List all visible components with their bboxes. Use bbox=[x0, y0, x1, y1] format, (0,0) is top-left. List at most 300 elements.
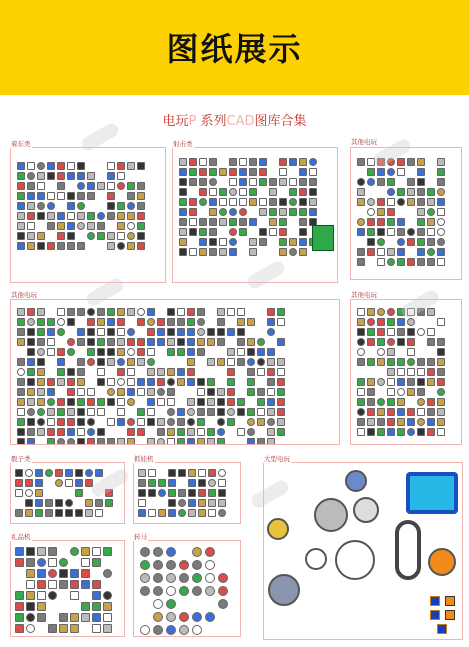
cad-symbol bbox=[87, 418, 95, 426]
cad-symbol bbox=[407, 198, 415, 206]
cad-symbol bbox=[55, 469, 63, 477]
cad-symbol bbox=[407, 418, 415, 426]
cad-symbol bbox=[17, 318, 25, 326]
cad-symbol bbox=[407, 238, 415, 246]
cad-symbol bbox=[117, 202, 125, 210]
cad-symbol bbox=[57, 222, 65, 230]
cad-symbol bbox=[35, 469, 43, 477]
cad-symbol bbox=[167, 408, 175, 416]
cad-symbol bbox=[387, 208, 395, 216]
cad-symbol bbox=[87, 388, 95, 396]
subtitle-cad: CAD bbox=[226, 114, 255, 129]
cad-symbol bbox=[427, 198, 435, 206]
cad-symbol bbox=[87, 328, 95, 336]
cad-symbol bbox=[267, 378, 275, 386]
cad-symbol bbox=[70, 569, 79, 578]
cad-symbol bbox=[289, 238, 297, 246]
cad-symbol bbox=[192, 560, 202, 570]
cad-symbol bbox=[397, 228, 405, 236]
cad-symbol bbox=[107, 212, 115, 220]
cad-symbol bbox=[117, 182, 125, 190]
cad-symbol bbox=[279, 228, 287, 236]
cad-symbol bbox=[267, 368, 275, 376]
cad-symbol bbox=[377, 198, 385, 206]
cad-symbol bbox=[188, 479, 196, 487]
cad-symbol bbox=[97, 368, 105, 376]
cad-symbol bbox=[387, 258, 395, 266]
cad-symbol bbox=[117, 212, 125, 220]
cad-symbol bbox=[67, 398, 75, 406]
cad-symbol bbox=[417, 328, 425, 336]
cad-symbol bbox=[377, 308, 385, 316]
cad-symbol bbox=[47, 192, 55, 200]
cad-symbol bbox=[15, 602, 24, 611]
cad-symbol bbox=[227, 368, 235, 376]
cad-symbol bbox=[427, 378, 435, 386]
cad-symbol bbox=[107, 202, 115, 210]
tile-5 bbox=[437, 624, 447, 634]
cad-symbol bbox=[92, 591, 101, 600]
cad-symbol bbox=[209, 228, 217, 236]
cad-symbol bbox=[357, 178, 365, 186]
cad-symbol bbox=[67, 222, 75, 230]
cad-symbol bbox=[37, 182, 45, 190]
cad-symbol bbox=[257, 388, 265, 396]
cad-symbol bbox=[77, 308, 85, 316]
cad-symbol bbox=[117, 368, 125, 376]
cad-symbol bbox=[138, 469, 146, 477]
header-banner bbox=[0, 0, 469, 95]
cad-symbol bbox=[137, 212, 145, 220]
cad-symbol bbox=[157, 368, 165, 376]
cad-symbol bbox=[387, 348, 395, 356]
panel-p4-grid bbox=[17, 308, 285, 445]
cad-symbol bbox=[189, 208, 197, 216]
wheel-figure bbox=[267, 518, 289, 540]
cad-symbol bbox=[377, 428, 385, 436]
cad-symbol bbox=[387, 408, 395, 416]
panel-p7-grid bbox=[138, 469, 226, 517]
cad-symbol bbox=[279, 168, 287, 176]
cad-symbol bbox=[127, 182, 135, 190]
cad-symbol bbox=[387, 398, 395, 406]
cad-symbol bbox=[407, 318, 415, 326]
cad-symbol bbox=[407, 338, 415, 346]
panel-p2-grid bbox=[179, 158, 317, 256]
cad-symbol bbox=[209, 198, 217, 206]
cad-symbol bbox=[189, 218, 197, 226]
cad-symbol bbox=[437, 378, 445, 386]
cad-symbol bbox=[65, 479, 73, 487]
cad-symbol bbox=[77, 378, 85, 386]
cad-symbol bbox=[117, 408, 125, 416]
subtitle-mid: 系列 bbox=[200, 114, 227, 129]
cad-symbol bbox=[367, 228, 375, 236]
cad-symbol bbox=[97, 348, 105, 356]
cad-symbol bbox=[309, 198, 317, 206]
cad-symbol bbox=[299, 238, 307, 246]
cad-symbol bbox=[97, 182, 105, 190]
cad-symbol bbox=[177, 418, 185, 426]
cad-symbol bbox=[279, 158, 287, 166]
cad-symbol bbox=[357, 158, 365, 166]
cad-symbol bbox=[17, 338, 25, 346]
cad-symbol bbox=[103, 624, 112, 633]
cad-symbol bbox=[299, 198, 307, 206]
cad-symbol bbox=[237, 398, 245, 406]
cad-symbol bbox=[137, 192, 145, 200]
cad-symbol bbox=[17, 242, 25, 250]
cad-symbol bbox=[59, 613, 68, 622]
cad-symbol bbox=[257, 358, 265, 366]
cad-symbol bbox=[397, 218, 405, 226]
cad-symbol bbox=[15, 591, 24, 600]
cad-symbol bbox=[87, 398, 95, 406]
cad-symbol bbox=[208, 499, 216, 507]
panel-p3-title: 其他电玩 bbox=[351, 138, 377, 146]
cad-symbol bbox=[437, 198, 445, 206]
cad-symbol bbox=[81, 569, 90, 578]
cad-symbol bbox=[247, 438, 255, 445]
cad-symbol bbox=[237, 318, 245, 326]
cad-symbol bbox=[67, 162, 75, 170]
cad-symbol bbox=[137, 232, 145, 240]
cad-symbol bbox=[417, 358, 425, 366]
cad-symbol bbox=[157, 318, 165, 326]
cad-symbol bbox=[179, 178, 187, 186]
cad-symbol bbox=[57, 378, 65, 386]
panel-p1-grid bbox=[17, 162, 145, 250]
cad-symbol bbox=[407, 388, 415, 396]
cad-symbol bbox=[153, 547, 163, 557]
cad-symbol bbox=[158, 509, 166, 517]
cad-symbol bbox=[269, 198, 277, 206]
cad-symbol bbox=[387, 188, 395, 196]
cad-symbol bbox=[377, 258, 385, 266]
cad-symbol bbox=[277, 378, 285, 386]
cad-symbol bbox=[229, 218, 237, 226]
cad-symbol bbox=[377, 418, 385, 426]
cad-symbol bbox=[25, 489, 33, 497]
cad-symbol bbox=[187, 428, 195, 436]
cad-symbol bbox=[397, 388, 405, 396]
cad-symbol bbox=[217, 338, 225, 346]
cad-symbol bbox=[27, 418, 35, 426]
cad-symbol bbox=[95, 499, 103, 507]
cad-symbol bbox=[299, 208, 307, 216]
cad-symbol bbox=[197, 338, 205, 346]
cad-symbol bbox=[57, 318, 65, 326]
cad-symbol bbox=[198, 489, 206, 497]
cad-symbol bbox=[37, 348, 45, 356]
cad-symbol bbox=[37, 232, 45, 240]
cad-symbol bbox=[138, 489, 146, 497]
cad-symbol bbox=[267, 438, 275, 445]
cad-symbol bbox=[247, 378, 255, 386]
cad-symbol bbox=[237, 328, 245, 336]
cad-symbol bbox=[357, 388, 365, 396]
cad-symbol bbox=[77, 368, 85, 376]
cad-symbol bbox=[437, 238, 445, 246]
cad-symbol bbox=[217, 318, 225, 326]
cad-symbol bbox=[205, 573, 215, 583]
cad-symbol bbox=[67, 418, 75, 426]
cad-symbol bbox=[257, 418, 265, 426]
cad-symbol bbox=[417, 208, 425, 216]
cad-symbol bbox=[75, 509, 83, 517]
cad-symbol bbox=[27, 338, 35, 346]
cad-symbol bbox=[15, 613, 24, 622]
panel-p10-grid bbox=[140, 547, 228, 635]
cad-symbol bbox=[229, 178, 237, 186]
cad-symbol bbox=[197, 318, 205, 326]
cad-symbol bbox=[117, 438, 125, 445]
cad-symbol bbox=[77, 222, 85, 230]
cad-symbol bbox=[407, 158, 415, 166]
cad-symbol bbox=[35, 509, 43, 517]
cad-symbol bbox=[127, 398, 135, 406]
cad-symbol bbox=[87, 172, 95, 180]
cad-symbol bbox=[188, 469, 196, 477]
cad-symbol bbox=[17, 172, 25, 180]
panel-p1-title: 着东类 bbox=[11, 140, 31, 148]
cad-symbol bbox=[427, 328, 435, 336]
cad-symbol bbox=[35, 489, 43, 497]
cad-symbol bbox=[397, 358, 405, 366]
cad-symbol bbox=[27, 162, 35, 170]
cad-symbol bbox=[47, 172, 55, 180]
cad-symbol bbox=[208, 489, 216, 497]
cad-symbol bbox=[97, 328, 105, 336]
cad-symbol bbox=[197, 388, 205, 396]
cad-symbol bbox=[367, 328, 375, 336]
race-track-figure bbox=[395, 520, 421, 580]
cad-symbol bbox=[197, 398, 205, 406]
cad-symbol bbox=[227, 418, 235, 426]
cad-symbol bbox=[357, 308, 365, 316]
cad-symbol bbox=[70, 591, 79, 600]
cad-symbol bbox=[17, 202, 25, 210]
cad-symbol bbox=[157, 378, 165, 386]
cad-symbol bbox=[249, 248, 257, 256]
cad-symbol bbox=[417, 388, 425, 396]
cad-symbol bbox=[17, 162, 25, 170]
cad-symbol bbox=[92, 580, 101, 589]
cad-symbol bbox=[77, 438, 85, 445]
cad-symbol bbox=[377, 398, 385, 406]
cad-symbol bbox=[177, 428, 185, 436]
cad-symbol bbox=[197, 438, 205, 445]
cad-symbol bbox=[269, 218, 277, 226]
cad-symbol bbox=[15, 509, 23, 517]
cad-symbol bbox=[117, 162, 125, 170]
cad-symbol bbox=[107, 192, 115, 200]
cad-symbol bbox=[237, 308, 245, 316]
cad-symbol bbox=[407, 188, 415, 196]
cad-symbol bbox=[207, 358, 215, 366]
cad-symbol bbox=[229, 248, 237, 256]
cad-symbol bbox=[192, 625, 202, 635]
cad-symbol bbox=[227, 328, 235, 336]
cad-symbol bbox=[229, 238, 237, 246]
cad-symbol bbox=[367, 238, 375, 246]
cad-symbol bbox=[259, 208, 267, 216]
cad-symbol bbox=[367, 308, 375, 316]
cad-symbol bbox=[197, 408, 205, 416]
cad-symbol bbox=[299, 218, 307, 226]
cad-symbol bbox=[197, 348, 205, 356]
cad-symbol bbox=[277, 318, 285, 326]
cad-symbol bbox=[187, 378, 195, 386]
cad-symbol bbox=[259, 178, 267, 186]
cad-symbol bbox=[48, 547, 57, 556]
cad-symbol bbox=[387, 198, 395, 206]
cad-symbol bbox=[209, 208, 217, 216]
cad-symbol bbox=[147, 378, 155, 386]
cad-symbol bbox=[167, 398, 175, 406]
cad-symbol bbox=[92, 558, 101, 567]
cad-symbol bbox=[117, 328, 125, 336]
cad-symbol bbox=[247, 418, 255, 426]
cad-symbol bbox=[45, 469, 53, 477]
cad-symbol bbox=[77, 388, 85, 396]
cad-symbol bbox=[209, 218, 217, 226]
cad-symbol bbox=[427, 218, 435, 226]
cad-symbol bbox=[77, 338, 85, 346]
cad-symbol bbox=[217, 328, 225, 336]
cad-symbol bbox=[157, 418, 165, 426]
subtitle-p: P bbox=[188, 114, 197, 129]
cad-symbol bbox=[167, 428, 175, 436]
cad-symbol bbox=[299, 188, 307, 196]
cad-symbol bbox=[127, 162, 135, 170]
cad-symbol bbox=[427, 428, 435, 436]
cad-symbol bbox=[167, 318, 175, 326]
cad-symbol bbox=[97, 398, 105, 406]
cad-symbol bbox=[47, 318, 55, 326]
cad-symbol bbox=[17, 182, 25, 190]
cad-symbol bbox=[367, 358, 375, 366]
cad-symbol bbox=[137, 428, 145, 436]
cad-symbol bbox=[367, 398, 375, 406]
cad-symbol bbox=[187, 328, 195, 336]
cad-symbol bbox=[188, 509, 196, 517]
cad-symbol bbox=[117, 378, 125, 386]
cad-symbol bbox=[427, 248, 435, 256]
cad-symbol bbox=[103, 591, 112, 600]
cad-symbol bbox=[27, 358, 35, 366]
cad-symbol bbox=[127, 348, 135, 356]
cad-symbol bbox=[166, 586, 176, 596]
cad-symbol bbox=[357, 328, 365, 336]
cad-symbol bbox=[77, 328, 85, 336]
cad-symbol bbox=[367, 218, 375, 226]
cad-symbol bbox=[249, 218, 257, 226]
cad-symbol bbox=[249, 198, 257, 206]
cad-symbol bbox=[27, 378, 35, 386]
cad-symbol bbox=[178, 499, 186, 507]
cad-symbol bbox=[26, 602, 35, 611]
cad-symbol bbox=[57, 418, 65, 426]
cad-symbol bbox=[397, 418, 405, 426]
cad-symbol bbox=[229, 158, 237, 166]
cad-symbol bbox=[27, 308, 35, 316]
cad-symbol bbox=[87, 408, 95, 416]
cad-symbol bbox=[229, 208, 237, 216]
cad-symbol bbox=[417, 398, 425, 406]
cad-symbol bbox=[427, 398, 435, 406]
cad-symbol bbox=[207, 388, 215, 396]
cad-symbol bbox=[387, 248, 395, 256]
cad-symbol bbox=[77, 202, 85, 210]
cad-symbol bbox=[157, 328, 165, 336]
green-mat-figure bbox=[312, 225, 334, 251]
cad-symbol bbox=[26, 624, 35, 633]
cad-symbol bbox=[239, 208, 247, 216]
cad-symbol bbox=[75, 469, 83, 477]
cad-symbol bbox=[57, 308, 65, 316]
cad-symbol bbox=[15, 469, 23, 477]
cad-symbol bbox=[417, 218, 425, 226]
cad-symbol bbox=[267, 408, 275, 416]
cad-symbol bbox=[437, 408, 445, 416]
cad-symbol bbox=[67, 232, 75, 240]
cad-symbol bbox=[437, 318, 445, 326]
cad-symbol bbox=[177, 318, 185, 326]
cad-symbol bbox=[25, 499, 33, 507]
panel-p9-grid bbox=[15, 547, 112, 633]
cad-symbol bbox=[427, 408, 435, 416]
cad-symbol bbox=[239, 178, 247, 186]
cad-symbol bbox=[47, 398, 55, 406]
panel-p6-title: 骰子类 bbox=[11, 455, 31, 463]
panel-p8-title: 大型电玩 bbox=[264, 455, 290, 463]
cad-symbol bbox=[37, 328, 45, 336]
cad-symbol bbox=[257, 368, 265, 376]
cad-symbol bbox=[208, 479, 216, 487]
round-table-figure bbox=[345, 470, 367, 492]
cad-symbol bbox=[147, 438, 155, 445]
cad-symbol bbox=[37, 242, 45, 250]
cad-symbol bbox=[217, 388, 225, 396]
cad-symbol bbox=[107, 388, 115, 396]
cad-symbol bbox=[177, 438, 185, 445]
cad-symbol bbox=[437, 228, 445, 236]
cad-symbol bbox=[148, 469, 156, 477]
cad-symbol bbox=[179, 198, 187, 206]
cad-symbol bbox=[59, 580, 68, 589]
cad-symbol bbox=[279, 208, 287, 216]
cad-symbol bbox=[279, 238, 287, 246]
cad-symbol bbox=[137, 242, 145, 250]
cad-symbol bbox=[217, 358, 225, 366]
cad-symbol bbox=[247, 368, 255, 376]
cad-symbol bbox=[67, 428, 75, 436]
cad-symbol bbox=[187, 318, 195, 326]
cad-symbol bbox=[199, 178, 207, 186]
cad-symbol bbox=[47, 162, 55, 170]
cad-symbol bbox=[26, 591, 35, 600]
cad-symbol bbox=[168, 499, 176, 507]
cad-symbol bbox=[77, 358, 85, 366]
cad-symbol bbox=[148, 489, 156, 497]
cad-symbol bbox=[247, 338, 255, 346]
cad-symbol bbox=[279, 248, 287, 256]
cad-symbol bbox=[257, 408, 265, 416]
cad-symbol bbox=[77, 398, 85, 406]
panel-p3 bbox=[350, 147, 462, 280]
cad-symbol bbox=[218, 573, 228, 583]
